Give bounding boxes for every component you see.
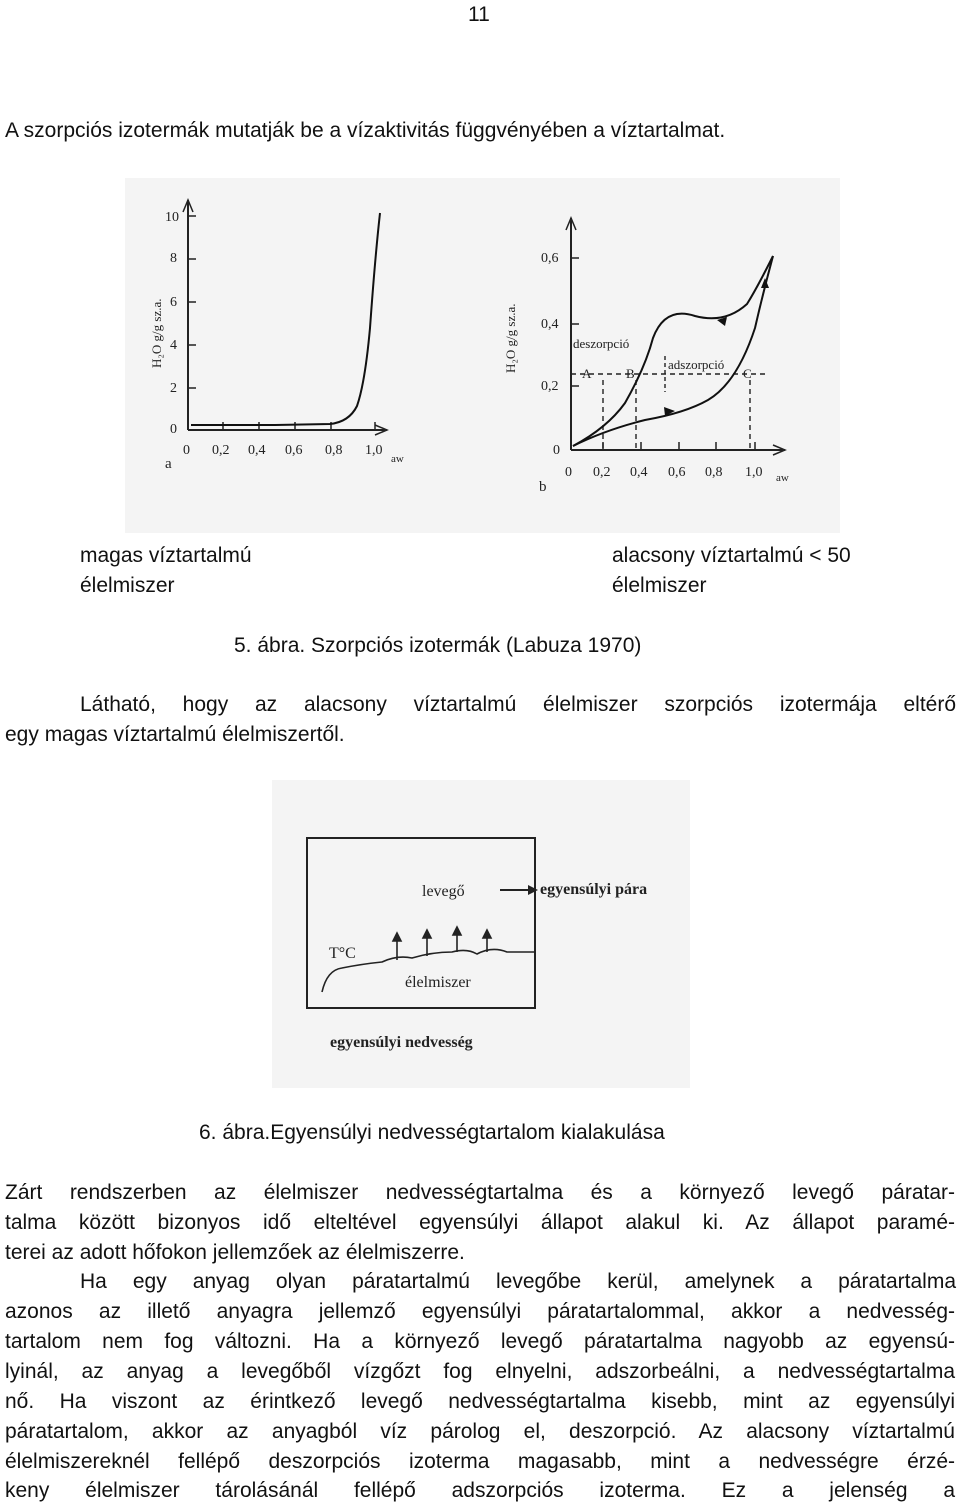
- graph-a-ytick-label: 10: [165, 210, 179, 225]
- figure-5-sorption-isotherms: [125, 178, 840, 533]
- equilibrium-moisture-label: egyensúlyi nedvesség: [330, 1034, 473, 1051]
- graph-b-xtick-label: 1,0: [745, 465, 763, 480]
- body-line: azonos az illető anyagra jellemző egyensúlyi páratartalommal, akkor a nedvesség-: [5, 1300, 955, 1323]
- fig5-right-label-line2: élelmiszer: [612, 574, 707, 597]
- graph-a-xtick-label: 1,0: [365, 443, 383, 458]
- fig5-left-label-line2: élelmiszer: [80, 574, 175, 597]
- graph-b-adsorption-label: adszorpció: [668, 357, 725, 372]
- graph-b-xtick-label: 0,8: [705, 465, 723, 480]
- temperature-label: T°C: [329, 945, 356, 962]
- graph-a-xtick-label: 0,8: [325, 443, 343, 458]
- graph-b-ytick-label: 0: [553, 443, 560, 458]
- graph-b-point-b: B: [626, 366, 635, 381]
- body-line: keny élelmiszer tárolásánál fellépő adszorpciós izoterma. Ez a jelenség a: [5, 1479, 955, 1502]
- fig5-right-label-line1: alacsony víztartalmú < 50: [612, 544, 851, 567]
- body-line: talma között bizonyos idő elteltével egyensúlyi állapot alakul ki. Az állapot paramé-: [5, 1211, 955, 1234]
- figure-6-caption: 6. ábra.Egyensúlyi nedvességtartalom kialakulása: [199, 1121, 665, 1144]
- body-line: Ha egy anyag olyan páratartalmú levegőbe kerül, amelynek a páratartalma: [80, 1270, 956, 1293]
- graph-a-ytick-label: 2: [170, 381, 177, 396]
- figure-6-equilibrium-diagram: [272, 780, 690, 1088]
- paragraph-line: egy magas víztartalmú élelmiszertől.: [5, 723, 345, 746]
- graph-a-ytick-label: 0: [170, 422, 177, 437]
- graph-b-y-axis-label: H₂O g/g sz.a.: [503, 303, 518, 373]
- body-line: terei az adott hőfokon jellemzőek az élelmiszerre.: [5, 1241, 465, 1264]
- figure-5-caption: 5. ábra. Szorpciós izotermák (Labuza 1970): [234, 634, 642, 657]
- graph-b-ytick-label: 0,6: [541, 251, 559, 266]
- graph-a-xtick-label: 0,2: [212, 443, 230, 458]
- air-label: levegő: [422, 883, 465, 900]
- graph-b-ytick-label: 0,2: [541, 379, 559, 394]
- body-line: élelmiszereknél fellépő deszorpciós izoterma magasabb, mint a nedvességre érzé-: [5, 1450, 955, 1473]
- graph-b-point-a: A: [582, 366, 592, 381]
- graph-a-ytick-label: 4: [170, 338, 177, 353]
- graph-a-ytick-label: 8: [170, 251, 177, 266]
- graph-a-x-axis-label: aw: [391, 453, 404, 465]
- graph-b-xtick-label: 0,4: [630, 465, 648, 480]
- fig5-left-label-line1: magas víztartalmú: [80, 544, 252, 567]
- graph-a-y-axis-label: H₂O g/g sz.a.: [149, 298, 164, 368]
- graph-a-ytick-label: 6: [170, 295, 177, 310]
- body-line: lyinál, az anyag a levegőből vízgőzt fog elnyelni, adszorbeálni, a nedvességtartalma: [5, 1360, 955, 1383]
- body-line: tartalom nem fog változni. Ha a környező levegő páratartalma nagyobb az egyensú-: [5, 1330, 955, 1353]
- graph-b-xtick-label: 0,6: [668, 465, 686, 480]
- equilibrium-vapour-label: egyensúlyi pára: [540, 881, 648, 898]
- body-line: Zárt rendszerben az élelmiszer nedvességtartalma és a környező levegő páratar-: [5, 1181, 955, 1204]
- graph-b-xtick-label: 0: [565, 465, 572, 480]
- graph-a-xtick-label: 0: [183, 443, 190, 458]
- graph-a-xtick-label: 0,4: [248, 443, 266, 458]
- graph-b-xtick-label: 0,2: [593, 465, 611, 480]
- graph-b-point-c: C: [743, 366, 752, 381]
- intro-sentence: A szorpciós izotermák mutatják be a vízaktivitás függvényében a víztartalmat.: [5, 119, 726, 142]
- body-line: nő. Ha viszont az érintkező levegő nedvességtartalma kisebb, mint az egyensúlyi: [5, 1390, 955, 1413]
- paragraph-line: Látható, hogy az alacsony víztartalmú élelmiszer szorpciós izotermája eltérő: [80, 693, 956, 716]
- graph-b-x-axis-label: aw: [776, 472, 789, 484]
- graph-a-xtick-label: 0,6: [285, 443, 303, 458]
- graph-b-desorption-label: deszorpció: [573, 336, 630, 351]
- food-label: élelmiszer: [405, 974, 471, 991]
- body-line: páratartalom, akkor az anyagból víz párolog el, deszorpció. Az alacsony víztartalmú: [5, 1420, 955, 1443]
- graph-b-ytick-label: 0,4: [541, 317, 559, 332]
- page-number: 11: [468, 3, 490, 26]
- graph-b-panel-label: b: [539, 479, 547, 495]
- graph-a-panel-label: a: [165, 456, 172, 472]
